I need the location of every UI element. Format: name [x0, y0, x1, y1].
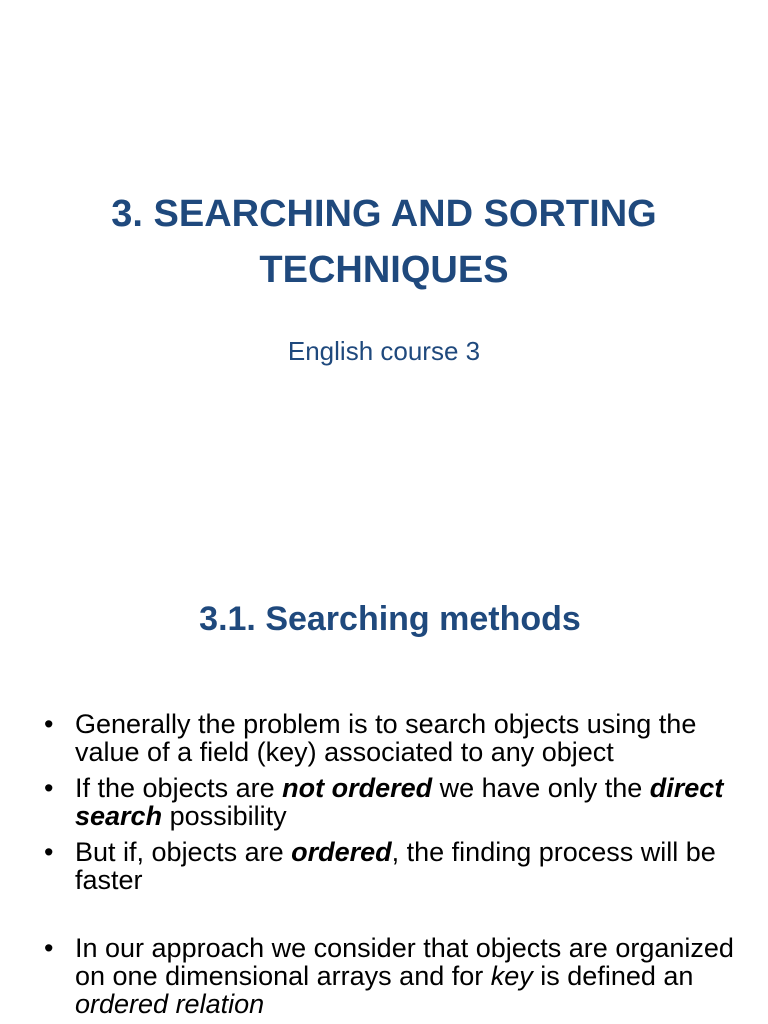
italic-ordered-relation: ordered relation — [75, 989, 265, 1019]
slide-title-line-1: 3. SEARCHING AND SORTING — [111, 193, 657, 235]
bullet-text: Generally the problem is to search objects using the value of a field (key) associated to any object — [75, 709, 697, 767]
bullet-text-part: is defined an — [532, 961, 694, 991]
bullet-mark: • — [44, 773, 54, 803]
bullet-text-part: If the objects are — [75, 773, 283, 803]
italic-key: key — [490, 961, 533, 991]
bullet-mark: • — [44, 837, 54, 867]
bullet-text-part: But if, objects are — [75, 837, 292, 867]
bullet-text-part: , the finding process will be faster — [75, 837, 716, 895]
bullet-text-part: In our approach we consider that objects are organized on one dimensional arrays and for — [75, 933, 734, 991]
emphasis-ordered: ordered — [291, 837, 392, 867]
section-heading: 3.1. Searching methods — [199, 600, 581, 638]
bullet-item-4 — [44, 934, 744, 1018]
bullet-item-3 — [44, 838, 744, 894]
bullet-mark: • — [44, 933, 54, 963]
bullet-item-1 — [44, 710, 744, 766]
bullet-text-part: we have only the — [432, 773, 650, 803]
bullet-mark: • — [44, 709, 54, 739]
bullet-item-2 — [44, 774, 744, 830]
bullet-list — [44, 710, 744, 1024]
slide-title — [40, 186, 728, 298]
emphasis-not-ordered: not ordered — [282, 773, 433, 803]
bullet-text-part: possibility — [162, 801, 287, 831]
emphasis-direct-search: direct search — [75, 773, 724, 831]
slide-subtitle: English course 3 — [287, 336, 481, 366]
slide-title-line-2: TECHNIQUES — [259, 249, 509, 291]
